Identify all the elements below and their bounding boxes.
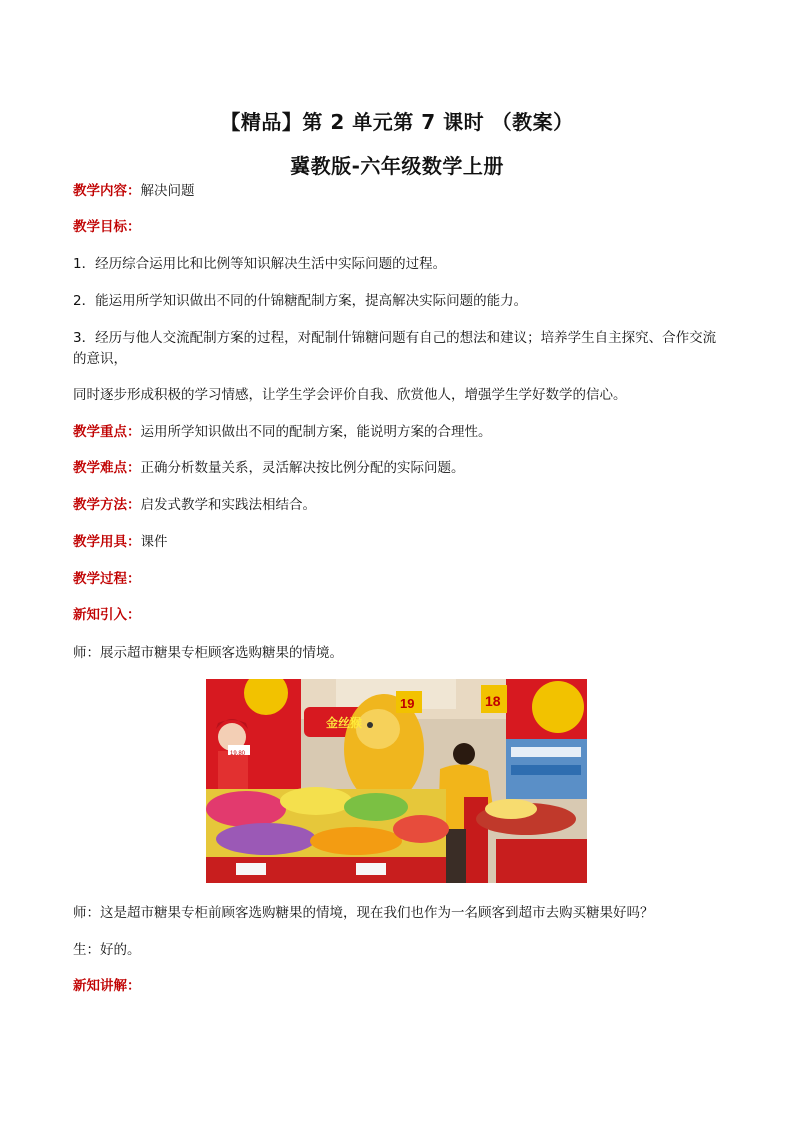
teaching-key-text: 运用所学知识做出不同的配制方案，能说明方案的合理性。 bbox=[140, 424, 492, 440]
dialog-student: 生：好的。 bbox=[73, 942, 141, 958]
goal-2: 2．能运用所学知识做出不同的什锦糖配制方案，提高解决实际问题的能力。 bbox=[73, 293, 528, 309]
teaching-key bbox=[73, 422, 723, 443]
teaching-method bbox=[73, 495, 723, 516]
teaching-method-label: 教学方法： bbox=[73, 497, 141, 513]
teaching-tools-label: 教学用具： bbox=[73, 534, 141, 550]
document-title: 【精品】第 2 单元第 7 课时 （教案） bbox=[220, 110, 574, 134]
teaching-goals-heading bbox=[73, 217, 723, 238]
document-subtitle: 冀教版-六年级数学上册 bbox=[290, 154, 504, 178]
teaching-tools-text: 课件 bbox=[140, 534, 168, 550]
dialog-teacher: 师：这是超市糖果专柜前顾客选购糖果的情境，现在我们也作为一名顾客到超市去购买糖果好吗？ bbox=[73, 905, 654, 921]
brand-sign: 金丝猴 bbox=[326, 716, 363, 730]
intro-heading bbox=[73, 605, 723, 626]
teaching-difficulty bbox=[73, 458, 723, 479]
explain-heading bbox=[73, 976, 723, 997]
intro-text: 师：展示超市糖果专柜顾客选购糖果的情境。 bbox=[73, 645, 343, 661]
intro-label: 新知引入： bbox=[73, 607, 141, 623]
goal-1: 1．经历综合运用比和比例等知识解决生活中实际问题的过程。 bbox=[73, 256, 447, 272]
teaching-content-label: 教学内容： bbox=[73, 183, 141, 199]
candy-counter-illustration bbox=[206, 679, 587, 883]
teaching-content-text: 解决问题 bbox=[140, 183, 195, 199]
teaching-process-label: 教学过程： bbox=[73, 571, 141, 587]
price-sign-19: 19 bbox=[400, 696, 415, 711]
goal-3: 3．经历与他人交流配制方案的过程，对配制什锦糖问题有自己的想法和建议；培养学生自主探究、合作交流的意识， bbox=[73, 330, 717, 367]
teaching-goals-label: 教学目标： bbox=[73, 219, 141, 235]
teaching-tools bbox=[73, 532, 723, 553]
teaching-process-heading bbox=[73, 569, 723, 590]
teaching-method-text: 启发式教学和实践法相结合。 bbox=[140, 497, 316, 513]
teaching-content bbox=[73, 181, 723, 202]
price-sign-18: 18 bbox=[485, 693, 501, 709]
price-tag: 19.80 bbox=[230, 751, 246, 757]
candy-counter-photo bbox=[206, 679, 587, 883]
explain-label: 新知讲解： bbox=[73, 978, 141, 994]
goal-3-continued: 同时逐步形成积极的学习情感，让学生学会评价自我、欣赏他人，增强学生学好数学的信心。 bbox=[73, 387, 627, 403]
teaching-key-label: 教学重点： bbox=[73, 424, 141, 440]
teaching-difficulty-text: 正确分析数量关系，灵活解决按比例分配的实际问题。 bbox=[140, 460, 465, 476]
teaching-difficulty-label: 教学难点： bbox=[73, 460, 141, 476]
